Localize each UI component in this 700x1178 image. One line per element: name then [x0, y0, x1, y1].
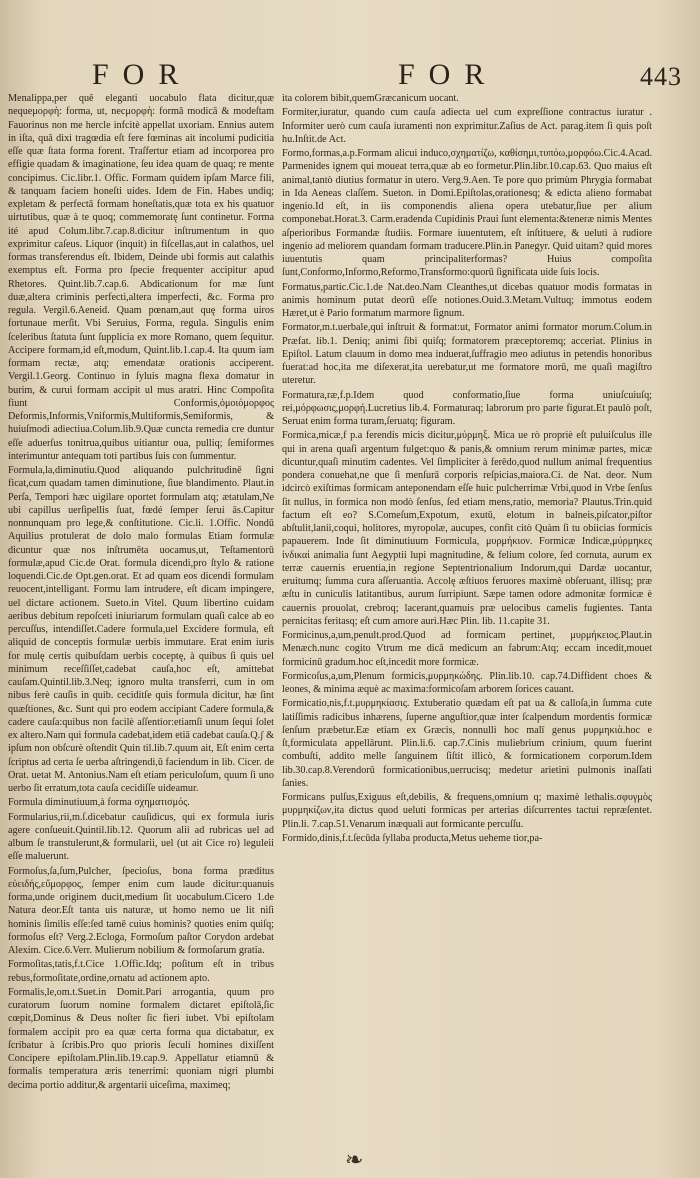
- entry-formicans: Formicans pulſus,Exiguus eſt,debilis, & frequens,omnium q; maximè lethalis.σφυγμὸς μυρμηκίζων,ita dictus quod ueluti formicas per arterias diſcurrentes tactui repræſentet. Plin.li. 7.cap.51.Venarum inæquali aut formicante percuſſu.: [282, 792, 652, 830]
- entry-formosus: Formoſus,ſa,ſum,Pulcher, ſpecioſus, bona forma præditus εὐειδής,εὔμορφος, ſemper enim cum laude dicitur:quanuis forma,unde originem ducit,medium ſit uocabulum.Cicero 1.de Natura deor.Eſt tanta uis naturæ, ut homo nemo ue lit niſi hominis ſimilis eſſe:ſed tamē cuius hominis? quoties enim quiſq; formoſus eſt? Verg.2.Ecloga, Formoſum paſtor Corydon ardebat Alexim. Cice.6.Verr. Mulierum nobilium & formoſarum gratia.: [8, 865, 274, 956]
- entry-formularius: Formularius,rii,m.ſ.dicebatur cauſidicus, qui ex formula iuris agere conſueuit.Quintil.lib.12. Quorum alii ad rubricas uel ad album ſe transtulerunt,& formularii, uel (ut ait Cice ro) leguleii eſſe maluerunt.: [8, 811, 274, 863]
- page-header: [0, 58, 700, 94]
- entry-formica: Formica,micæ,f p.a ferendis micis dicitur,μύρμηξ. Mica ue rò propriè eſt puluiſculus ille qui in arena quaſi argentum fulget:quo & panis,& omnium rerum minimæ partes, micæ dicuntur,quaſi minutim cadentes. Vel ſimpliciter à ferēdo,quod nullum animal frequentius pondera conuehat,ne que ſi menſurā corporis reſpicias,maiora.Ci. de Nat. deor. Num idcircò exiſtimas formicam anteponendam eſſe huic pulcherrimæ Vrbi,quod in Vrbe ſenſus ſit nullus, in formica non modò ſenſus, ſed etiam mens,ratio, memoria? Plautus.Trin.quid factum eſt eo? S.Comeſum,Expotum, exutū, elotum in balneis,piſcator,piſtor abſtulit,lanii,coqui, holitores, myropolæ, aucupes, confit citò Quàm ſi tu obiicias formicis papauerem. Inde ſit diminutiuum Formicula, μυρμήκιον. Formicæ Indicæ,μύρμηκες ἰνδικαὶ animalia ſunt Aegyptii lupi magnitudine, & felium colore, ſed cornuta, aurum ex terræ cauernis eruentia,in regione Septentrionalium Indorum,qui Dardæ uocantur, eruitumq; ſumma cura aſſeruantia. Accolę æſtiuos feruores maximè obſeruant, illisq; præ æſtu in cuniculis latitantibus, aurum ſurripiunt. Sæpe tamen odore admonitæ formicæ è cauernis prouolat, crebroq; lacerant,quamuis præ uelocibus camelis fugientes. Tanta pernicitas feritasq; eſt cum amore auri.Hæc Plin. lib. 11.capite 31.: [282, 430, 652, 627]
- entry-formalis: Formalis,le,om.t.Suet.in Domit.Pari arrogantia, quum pro curatorum ſuorum nomine formalem dictaret epiſtolā,ſic cœpit,Dominus & Deus noſter ſic fieri iubet. Vbi epiſtolam formalem accipit pro ea quæ certa forma qua dictabatur, ex ſcribatur à ſcribis.Pro quo prioris ſeculi homines dixiſſent Concipere epiſtolam.Plin.lib.19.cap.9. Appellatur etiamnū & formalis temperatura æris tenerrimi: quoniam nigri plumbi decima portio additur,& argentarii uiceſima, maximeq;: [8, 986, 274, 1091]
- entry-formicinus: Formicinus,a,um,penult.prod.Quod ad formicam pertinet, μυρμήκειος.Plaut.in Menæch.nunc cogito Vtrum me dicā medicum an fabrum:Atq; eccam incedit,mouet formicinū gradum.hoc eſt,incedit more formicæ.: [282, 630, 652, 668]
- entry-forma: Menalippa,per quē eleganti uocabulo flata dicitur,quæ nequeμορφὴ: forma, ut, necμορφὴ: formā modicā & modeſtam Fauorinus non me hercle infcitè appellat uxoriam. Ennius autem in iſta, quā dixi tragœdia eſt fere fœminas ait incolumi pudicitia eſſe quæ ſtata forma forent. Traſfertur etiam ad incorporea pro effigie quadam & imaginatione, ſeu idea quam de quaq; re mente concipimus. Cic.libr.1. Offic. Formam quidem ipſam Marce fili, & tanquam faciem honeſti uides. Idem de Fin. Habes undiq; expletam & perfectā formam honeſtatis,quæ tota ex his quatuor uirtutibus, quæ à te quoq; commemoratę ſunt continetur. Forma ité apud Colum.libr.7.cap.8.dicitur inſtrumentum in quo exprimitur caſeus. Liquor (inquit) in fiſcellas,aut in calathos, uel formas transferendus eſt. Ibidem, Deinde ubi formis aut calathis exemptus eſt. Forma pro ſpecie frequenter accipitur apud Rhetores. Quint.lib.7.cap.6. Abdicationum for mæ ſunt duæ,altera criminis perfecti,altera imperfecti, &c. Forma pro regula. Vergil.6.Aeneid. Quam pœnam,aut quę forma uiros fortunaue merſit. Vbi Seruius, Forma, regula. Singulis enim ſceleribus ſtatuta ſunt ſupplicia ex more Romano, quem ſequitur. Accipere formam,id eſt,modum, Quint.lib.1.cap.4. Ita quum iam formam rectæ, atq; emendatæ orationis acciperent. Vergil.1.Georg. Continuo in ſyluis magna flexa domatur in burim, & curui formam accipit ul mus aratri. Hinc Compoſita fiunt Conformis,ὁμοιόμορφος Deformis,Informis,Vniformis,Multiformis,Semiformis, & huiuſmodi adiectiua.Colum.lib.9.Quæ cuncta remedia cre duntur eſſe aduerſus tonitrua,quibus uitiantur oua, pulliq; ſemiformes interimuntur antequam toti partibus ſuis con ſummentur.: [8, 93, 274, 462]
- right-column: [282, 92, 652, 845]
- entry-formositas: Formoſitas,tatis,f.t.Cice 1.Offic.Idq; poſitum eſt in tribus rebus,formoſitate,ordine,ornatu ad actionem apto.: [8, 959, 274, 984]
- entry-formatus: Formatus,partic.Cic.1.de Nat.deo.Nam Cleanthes,ut dicebas quatuor modis formatas in animis hominum putat deorū eſſe notiones.Ouid.3.Metam.Vultuq; immotus eodem Hæret,ut è Pario formatum marmore ſignum.: [282, 281, 652, 319]
- left-column: [8, 92, 274, 1092]
- entry-formicatio: Formicatio,nis,f.t.μυρμηκίασις. Extuberatio quædam eſt pat ua & calloſa,in ſumma cute latiſſimis radicibus inhærens, ſuperne anguſtior,quæ inter ſcalpendum mordentis formicæ ſenſum præbetur.Eæ etiam ex Græcis, nonnulli hoc malī genus μυρμηκιὰ.hoc e ſt,formiculata appellārunt. Plin.li.6. cap.7.Cinis muliebrium crinium, quum fuerint combuſti, addito melle ſanguinem ſiſtit illicò, & formicationem corporum.Idem lib.30.cap.8.Verendorū formicationibus,uerrucisq; medetur arietini pulmonis inaſſati ſanies.: [282, 698, 652, 789]
- running-head-left: FOR: [92, 58, 193, 91]
- page-number: 443: [640, 62, 682, 91]
- entry-formatura: Formatura,ræ,f.p.Idem quod conformatio,ſiue forma uniuſcuiuſq; rei,μόρφωσις,μορφή.Lucretius lib.4. Formaturaq; labrorum pro parte figurat.Et paulò poſt, Seruat enim forma turam,ſeruatq; figuram.: [282, 389, 652, 427]
- entry-formator: Formator,m.t.uerbale,qui inſtruit & format:ut, Formator animi formator morum.Colum.in Præfat. lib.1. Deniq; animi ſibi quiſq; formatorem præceptoremq; acceriat. Plinius in Epiſtol. Latum clauum in domo mea induerat,ſuffragio meo adiutus in petendis honoribus fuerat:ad hoc,ita me diſexerat,ita uerebatur,ut me formatore morū, me quaſi magiſtro uteretur.: [282, 322, 652, 387]
- entry-formicosus: Formicoſus,a,um,Plenum formicis,μυρμηκώδης. Plin.lib.10. cap.74.Diffident choes & leones, & minima æquè ac maxima:formicoſam arborem ſorices cauant.: [282, 670, 652, 695]
- entry-formula: Formula,la,diminutiu.Quod aliquando pulchritudinē ſigni ficat,cum quadam tamen diminutione, ſiue blandimento. Plaut.in Perſa, Tempori hæc uigilare oportet formulam atq; ætatulam,Ne ubi capillus uerſipellis ſuat, fœdé ſemper ſerui ās.Capitur nonnunquam pro lege,& conſtitutione. Cic.li. 1.Offic. Nondū Aquilius protulerat de dolo malo formulas Etiam formulæ dicuntur quæ nos inſtrumēta uocamus,ut, Teſtamentorū formulæ,apud Cic.de Orat. formula dicendi,pro ſtylo & ratione loquendi.Cic.de Opt.gen.orat. Et ad quam eos dicendi formulam reuocent,intelligant. Formu lam intrudere, eſt dicam impingere, uel dictare actionem. Sueto.in Vitel. Quum libertino cuidam aeribus debitum repoſceti iniuriarum formulam quaſi calce ab eo percuſſus, intendiſſet.Cadere formula,uel Excidere formula, eſt aliquid de conceptis formulæ uerbis immutare. Erat enim iuris for mulę certis quibuſdam uerbis coceptę, à quibus ſi quis uel minimum receſſiſſet,cadebat cauſa,hoc eſt, amittebat cauſam.Quintil.lib.3.Neq; ignoro multa transferri, cum in om nibus ferè cauſis in quib. ceciditſe quis formula dicitur, hæ ſint quæſtiones, &c. Sunt qui pro eodem accipiant Cadere formula,& cadere cauſa:quibus non facilè aſſentior:etiamſi unum ſequi ſolet ex altero.Nam qui formula cadebat,idem etiā cadebat cauſa.Q.ʃ & ipſum non obſcurè oſtendit Quin til.lib.7.quum ait, Eſt enim certa ſcriptus ad certa ſe uerba aſtringendi,ū faciendum in lib. Cicer. de Orat. uetat M. Antonius.Nam eſt etiam periculoſum, quum ſi uno uerbo ſit erratum,tota cauſa cecidiſſe uideamur.: [8, 465, 274, 794]
- entry-formiter: Formiter,iuratur, quando cum cauſa adiecta uel cum expreſſione contractus iuratur . Informiter uerò cum cauſa iuramenti non exprimitur.Zaſius de Act. parag.item ſi quis poſt hu.Inſtit.de Act.: [282, 107, 652, 145]
- entry-formido: Formido,dinis,f.t.ſecūda ſyllaba producta,Metus ueheme tior,pa-: [282, 832, 543, 844]
- entry-continuation: ita colorem bibit,quemGræcanicum uocant.: [282, 93, 459, 104]
- footer-ornament: ❧: [345, 1148, 364, 1173]
- running-head-right: FOR: [398, 58, 499, 91]
- entry-formula-dim: Formula diminutiuum,à forma σχηματισμός.: [8, 797, 190, 809]
- entry-formo: Formo,formas,a.p.Formam alicui induco,σχηματίζω, καθίσημι,τυπόω,μορφόω.Cic.4.Acad. Parmenides ignem qui moueat terra,quæ ab eo formetur.Plin.libr.10.cap.63. Quo maius eſt animal,tantò diutius formatur in utero. Verg.9.Aen. Te pore quo primùm Phrygia formabat in Ida Aeneas claſſem. Sueton. in Domi.Epiſtolas,orationesq; & edicta alieno formabat ingenio.Id eſt, in iis componendis aliena opera utebatur,ſiue per alium componebat.Horat.3. Carm.eradenda Cupidinis Praui ſunt elementa:&teneræ nimis Mentes aſperioribus Formandæ ſtudiis. Formare iuuentutem, eſt inſtituere, & ueluti à rudiore ingenio ad meliorem quandam formam traducere.Plin.in Panegyr. Quid uitam? quid mores iuuentutis quam principaliterformas? Huius compoſita ſunt,Conformo,Informo,Reformo,Transformo:quorū ſignificata uide ſuis locis.: [282, 148, 652, 279]
